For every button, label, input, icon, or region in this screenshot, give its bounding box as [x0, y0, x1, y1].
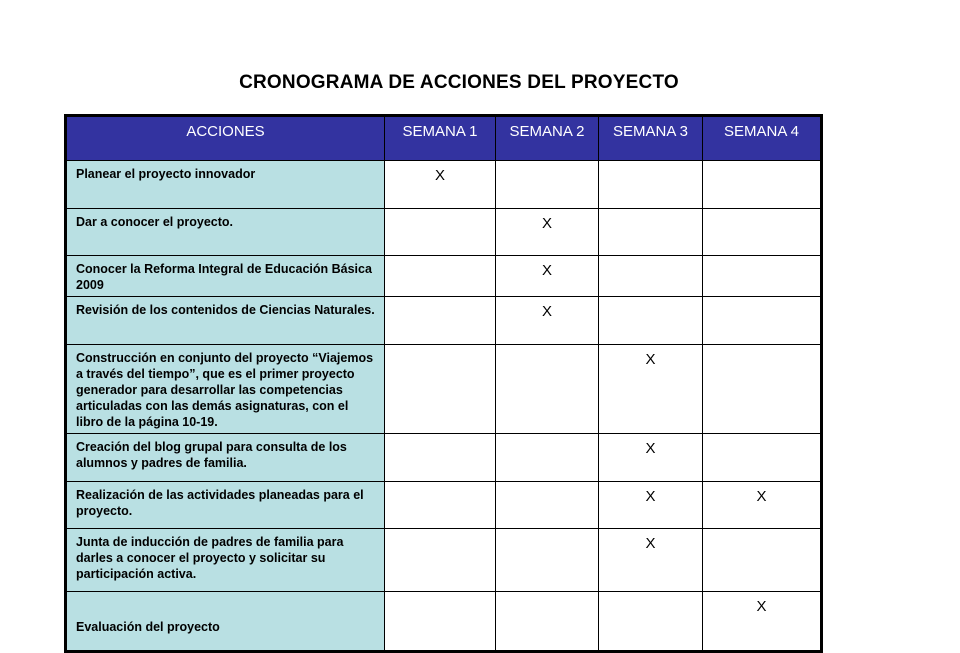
table-row: [66, 529, 822, 592]
week-mark-cell: [385, 256, 496, 297]
week-mark-cell: [385, 529, 496, 592]
week-mark-cell: X: [385, 161, 496, 209]
table-row: [66, 161, 822, 209]
action-cell: Realización de las actividades planeadas para el proyecto.: [66, 482, 385, 529]
header-semana-3: SEMANA 3: [599, 116, 703, 161]
week-mark-cell: [496, 529, 599, 592]
header-semana-2: SEMANA 2: [496, 116, 599, 161]
week-mark-cell: [496, 434, 599, 482]
action-cell: Junta de inducción de padres de familia para darles a conocer el proyecto y solicitar su participación activa.: [66, 529, 385, 592]
week-mark-cell: [385, 434, 496, 482]
week-mark-cell: [599, 297, 703, 345]
week-mark-cell: X: [599, 529, 703, 592]
header-semana-1: SEMANA 1: [385, 116, 496, 161]
action-cell: Evaluación del proyecto: [66, 592, 385, 652]
table-row: [66, 256, 822, 297]
week-mark-cell: [703, 529, 822, 592]
page-title: CRONOGRAMA DE ACCIONES DEL PROYECTO: [239, 72, 679, 93]
table-row: [66, 592, 822, 652]
table-row: [66, 345, 822, 434]
header-row: [66, 116, 822, 161]
week-mark-cell: [703, 209, 822, 256]
week-mark-cell: [496, 482, 599, 529]
week-mark-cell: [385, 592, 496, 652]
week-mark-cell: [496, 161, 599, 209]
week-mark-cell: [496, 592, 599, 652]
table-row: [66, 209, 822, 256]
week-mark-cell: [599, 592, 703, 652]
header-acciones: ACCIONES: [66, 116, 385, 161]
header-semana-4: SEMANA 4: [703, 116, 822, 161]
action-cell: Dar a conocer el proyecto.: [66, 209, 385, 256]
table-row: [66, 482, 822, 529]
week-mark-cell: X: [703, 592, 822, 652]
week-mark-cell: [599, 256, 703, 297]
action-cell: Construcción en conjunto del proyecto “Viajemos a través del tiempo”, que es el primer proyecto generador para desarrollar las competencias articuladas con las demás asignaturas, con el libro de la página 10-19.: [66, 345, 385, 434]
action-cell: Conocer la Reforma Integral de Educación Básica 2009: [66, 256, 385, 297]
action-cell: Planear el proyecto innovador: [66, 161, 385, 209]
week-mark-cell: [496, 345, 599, 434]
week-mark-cell: [703, 434, 822, 482]
week-mark-cell: X: [599, 434, 703, 482]
action-cell: Revisión de los contenidos de Ciencias Naturales.: [66, 297, 385, 345]
week-mark-cell: [703, 345, 822, 434]
action-cell: Creación del blog grupal para consulta de los alumnos y padres de familia.: [66, 434, 385, 482]
week-mark-cell: X: [599, 345, 703, 434]
week-mark-cell: [385, 345, 496, 434]
week-mark-cell: X: [496, 297, 599, 345]
week-mark-cell: [703, 297, 822, 345]
table-row: [66, 434, 822, 482]
table-row: [66, 297, 822, 345]
schedule-table: [64, 114, 823, 653]
week-mark-cell: [599, 209, 703, 256]
week-mark-cell: [599, 161, 703, 209]
week-mark-cell: [703, 256, 822, 297]
week-mark-cell: [385, 482, 496, 529]
week-mark-cell: X: [496, 209, 599, 256]
week-mark-cell: X: [599, 482, 703, 529]
week-mark-cell: [385, 209, 496, 256]
week-mark-cell: X: [496, 256, 599, 297]
week-mark-cell: [703, 161, 822, 209]
week-mark-cell: X: [703, 482, 822, 529]
week-mark-cell: [385, 297, 496, 345]
